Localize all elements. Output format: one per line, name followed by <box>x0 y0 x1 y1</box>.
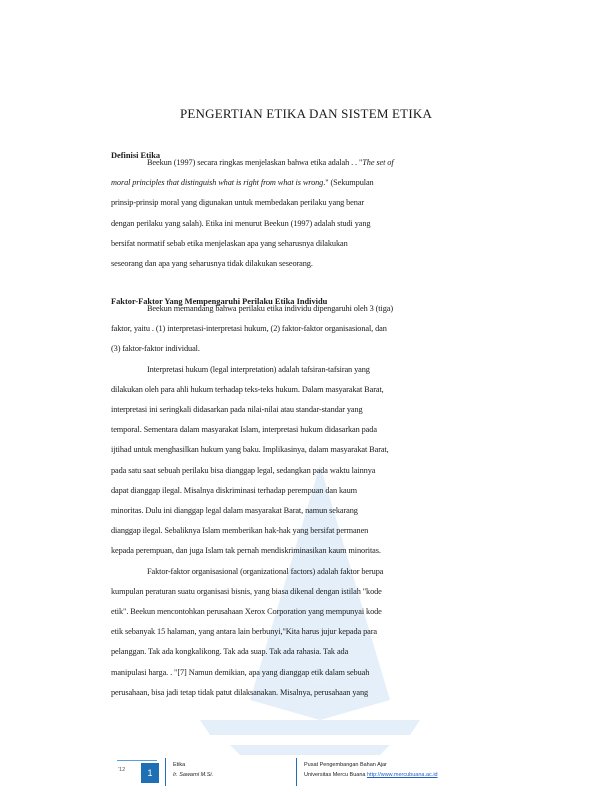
body-text: temporal. Sementara dalam masyarakat Islam, interpretasi hukum didasarkan pada <box>111 425 377 435</box>
body-line <box>111 198 364 207</box>
body-text: etik sebanyak 15 halaman, yang antara lain berbunyi,"Kita harus jujur kepada para <box>111 627 377 637</box>
body-line <box>111 668 369 677</box>
body-text: interpretasi ini seringkali didasarkan pada nilai-nilai atau standar-standar yang <box>111 405 363 414</box>
body-text: dianggap ilegal. Sebaliknya Islam memberikan hak-hak yang bersifat permanen <box>111 526 369 536</box>
body-text: (3) faktor-faktor individual. <box>111 344 200 354</box>
body-line <box>111 627 377 636</box>
body-line <box>111 587 382 596</box>
body-line <box>111 405 363 414</box>
footer-author: Ir. Sawarni M.Si. <box>173 772 214 778</box>
body-line <box>111 506 358 515</box>
page-number: 1 <box>147 768 153 778</box>
footer-university-name: Universitas Mercu Buana <box>304 772 366 778</box>
footer-code: '12 <box>118 767 126 773</box>
body-text: kumpulan peraturan suatu organisasi bisnis, yang biasa dikenal dengan istilah "kode <box>111 586 382 596</box>
italic-text: The set of <box>362 158 394 167</box>
body-line <box>111 344 200 353</box>
body-line <box>111 647 348 656</box>
body-line <box>111 425 377 434</box>
body-line <box>147 158 394 167</box>
body-line <box>111 219 370 228</box>
body-text: Beekun (1997) secara ringkas menjelaskan bahwa etika adalah . . " <box>147 158 363 167</box>
body-line <box>147 567 383 576</box>
footer-divider-right <box>296 758 297 786</box>
body-line <box>147 304 393 313</box>
body-text: dengan perilaku yang salah). Etika ini menurut Beekun (1997) adalah studi yang <box>111 218 371 228</box>
footer-center-name: Pusat Pengembangan Bahan Ajar <box>304 762 387 768</box>
body-line <box>111 526 368 535</box>
body-line <box>111 324 387 333</box>
italic-text: moral principles that distinguish what is right from what is wrong <box>111 178 324 188</box>
body-line <box>111 445 389 454</box>
body-text: minoritas. Dulu ini dianggap legal dalam masyarakat Barat, namun sekarang <box>111 506 358 515</box>
body-line <box>111 688 368 697</box>
body-text: pelanggan. Tak ada kongkalikong. Tak ada suap. Tak ada rahasia. Tak ada <box>111 647 349 657</box>
body-line <box>147 365 370 374</box>
footer-divider-left <box>165 758 166 786</box>
body-text: Interpretasi hukum (legal interpretation) adalah tafsiran-tafsiran yang <box>147 364 370 374</box>
section-heading: Definisi Etika <box>111 151 161 160</box>
body-line <box>111 259 313 268</box>
body-text: ." (Sekumpulan <box>323 178 374 188</box>
footer-rule <box>117 760 157 761</box>
body-text: Faktor-faktor organisasional (organizational factors) adalah faktor berupa <box>147 566 384 576</box>
body-line <box>111 178 374 187</box>
section-heading: Faktor-Faktor Yang Mempengaruhi Perilaku Etika Individu <box>111 297 328 306</box>
body-text: seseorang dan apa yang seharusnya tidak dilakukan seseorang. <box>111 259 313 268</box>
body-text: pada satu saat sebuah perilaku bisa dianggap legal, sedangkan pada waktu lainnya <box>111 465 376 475</box>
body-line <box>111 486 357 495</box>
body-line <box>111 239 348 248</box>
body-text: manipulasi harga. . "[7] Namun demikian, apa yang dianggap etik dalam sebuah <box>111 667 370 677</box>
page-number-box <box>141 763 159 783</box>
body-text: kepada perempuan, dan juga Islam tak pernah mendiskriminasikan kaum minoritas. <box>111 546 381 556</box>
body-text: perusahaan, bisa jadi tetap tidak patut dilaksanakan. Misalnya, perusahaan yang <box>111 687 369 697</box>
body-text: etik". Beekun mencontohkan perusahaan Xerox Corporation yang mempunyai kode <box>111 607 382 616</box>
body-text: ijtihad untuk menghasilkan hukum yang baku. Implikasinya, dalam masyarakat Barat, <box>111 445 389 455</box>
body-text: bersifat normatif sebab etika menjelaskan apa yang seharusnya dilakukan <box>111 238 348 248</box>
body-text: faktor, yaitu . (1) interpretasi-interpretasi hukum, (2) faktor-faktor organisasional, dan <box>111 324 387 334</box>
footer-university <box>304 772 438 778</box>
body-text: dapat dianggap ilegal. Misalnya diskriminasi terhadap perempuan dan kaum <box>111 485 358 495</box>
body-text: dilakukan oleh para ahli hukum terhadap teks-teks hukum. Dalam masyarakat Barat, <box>111 384 384 394</box>
body-line <box>111 466 375 475</box>
body-line <box>111 385 384 394</box>
footer-url-link[interactable]: http://www.mercubuana.ac.id <box>366 772 438 778</box>
body-line <box>111 546 381 555</box>
body-text: prinsip-prinsip moral yang digunakan untuk membedakan perilaku yang benar <box>111 198 365 208</box>
footer-course: Etika <box>173 762 186 768</box>
body-text: Beekun memandang bahwa perilaku etika individu dipengaruhi oleh 3 (tiga) <box>147 304 394 313</box>
body-line <box>111 607 382 616</box>
page-title: PENGERTIAN ETIKA DAN SISTEM ETIKA <box>179 106 433 121</box>
